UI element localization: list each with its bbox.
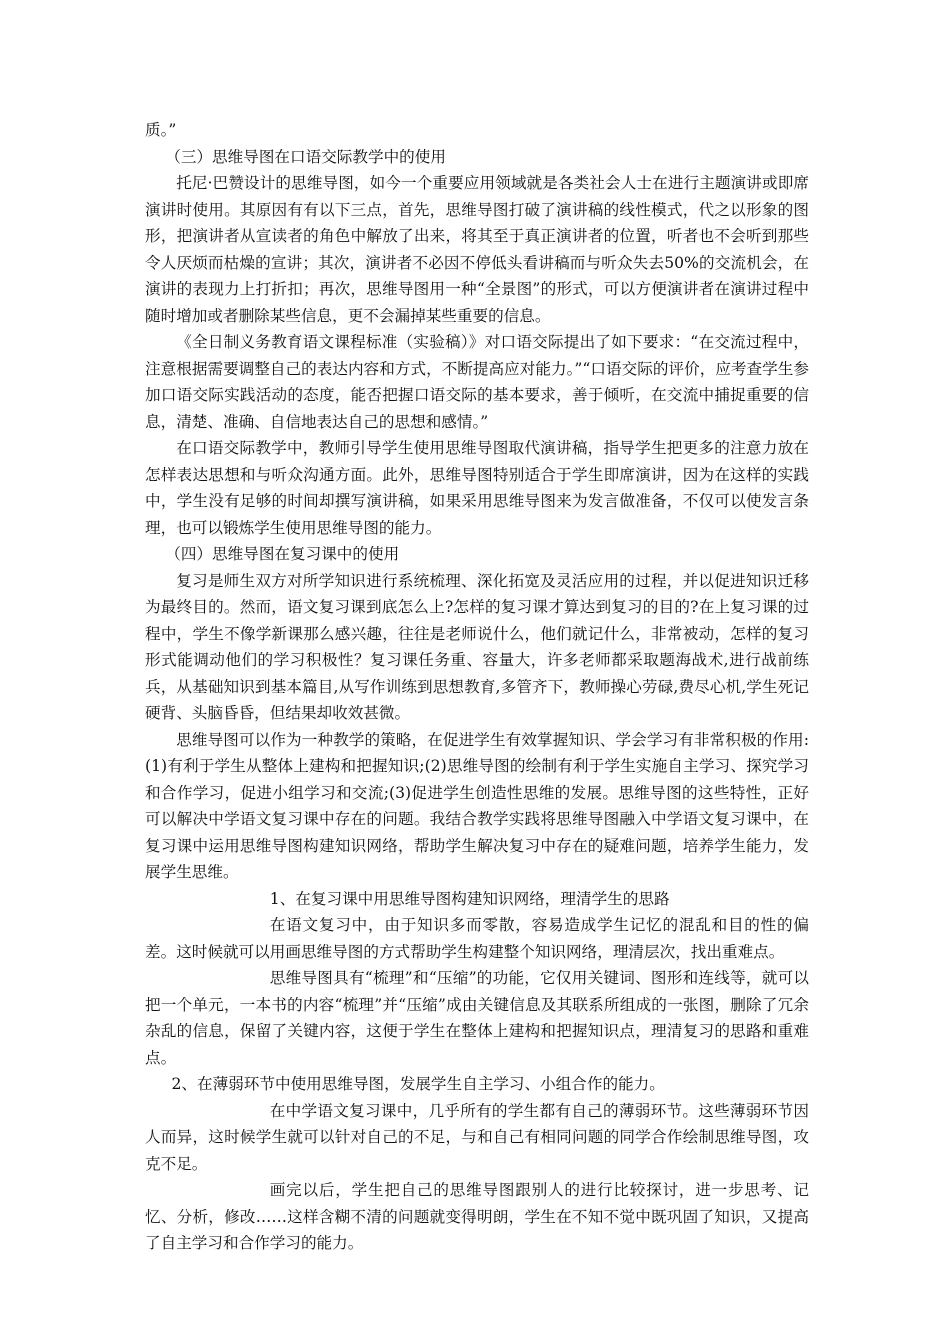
subsection-heading-1: 1、在复习课中用思维导图构建知识网络，理清学生的思路 [269,889,670,908]
section-heading-3: （三）思维导图在口语交际教学中的使用 [165,147,446,166]
section-heading-4: （四）思维导图在复习课中的使用 [165,545,400,563]
paragraph: 在中学语文复习课中，几乎所有的学生都有自己的薄弱环节。这些薄弱环节因人而异，这时候学生就可以针对自己的不足，与和自己有相同问题的同学合作绘制思维导图，攻克不足。 [145,1101,809,1173]
paragraph: 复习是师生双方对所学知识进行系统梳理、深化拓宽及灵活应用的过程，并以促进知识迁移为最终目的。然而，语文复习课到底怎么上?怎样的复习课才算达到复习的目的?在上复习课的过程中，学生不像学新课那么感兴趣，往往是老师说什么，他们就记什么，非常被动，怎样的复习形式能调动他们的学习积极性？复习课任务重、容量大，许多老师都采取题海战术,进行战前练兵，从基础知识到基本篇目,从写作训练到思想教育,多管齐下，教师操心劳碌,费尽心机,学生死记硬背、头脑昏昏，但结果却收效甚微。 [145,571,809,722]
paragraph: 思维导图可以作为一种教学的策略，在促进学生有效掌握知识、学会学习有非常积极的作用:(1)有利于学生从整体上建构和把握知识;(2)思维导图的绘制有利于学生实施自主学习、探究学习和合作学习，促进小组学习和交流;(3)促进学生创造性思维的发展。思维导图的这些特性，正好可以解决中学语文复习课中存在的问题。我结合教学实践将思维导图融入中学语文复习课中，在复习课中运用思维导图构建知识网络，帮助学生解决复习中存在的疑难问题，培养学生能力，发展学生思维。 [145,730,809,881]
paragraph-continuation: 质。” [145,121,177,139]
paragraph: 画完以后，学生把自己的思维导图跟别人的进行比较探讨，进一步思考、记忆、分析，修改……这样含糊不清的问题就变得明朗，学生在不知不觉中既巩固了知识，又提高了自主学习和合作学习的能力。 [145,1181,809,1252]
subsection-heading-2: 2、在薄弱环节中使用思维导图，发展学生自主学习、小组合作的能力。 [171,1075,665,1093]
paragraph: 托尼·巴赞设计的思维导图，如今一个重要应用领域就是各类社会人士在进行主题演讲或即席演讲时使用。其原因有有以下三点，首先，思维导图打破了演讲稿的线性模式，代之以形象的图形，把演讲者从宣读者的角色中解放了出来，将其至于真正演讲者的位置，听者也不会听到那些令人厌烦而枯燥的宣讲；其次，演讲者不必因不停低头看讲稿而与听众失去50%的交流机会，在演讲的表现力上打折扣；再次，思维导图用一种“全景图”的形式，可以方便演讲者在演讲过程中随时增加或者删除某些信息，更不会漏掉某些重要的信息。 [145,174,809,325]
paragraph: 思维导图具有“梳理”和“压缩”的功能，它仅用关键词、图形和连线等，就可以把一个单元，一本书的内容“梳理”并“压缩”成由关键信息及其联系所组成的一张图，删除了冗余杂乱的信息，保留了关键内容，这便于学生在整体上建构和把握知识点，理清复习的思路和重难点。 [145,969,809,1067]
paragraph: 在口语交际教学中，教师引导学生使用思维导图取代演讲稿，指导学生把更多的注意力放在怎样表达思想和与听众沟通方面。此外，思维导图特别适合于学生即席演讲，因为在这样的实践中，学生没有足够的时间却撰写演讲稿，如果采用思维导图来为发言做准备，不仅可以使发言条理，也可以锻炼学生使用思维导图的能力。 [145,439,809,537]
paragraph: 在语文复习中，由于知识多而零散，容易造成学生记忆的混乱和目的性的偏差。这时候就可以用画思维导图的方式帮助学生构建整个知识网络，理清层次，找出重难点。 [145,916,809,961]
document-page [145,117,809,1257]
paragraph: 《全日制义务教育语文课程标准（实验稿）》对口语交际提出了如下要求：“在交流过程中，注意根据需要调整自己的表达内容和方式，不断提高应对能力。”“口语交际的评价，应考查学生参加口语交际实践活动的态度，能否把握口语交际的基本要求，善于倾听，在交流中捕捉重要的信息，清楚、准确、自信地表达自己的思想和感情。” [145,333,809,431]
